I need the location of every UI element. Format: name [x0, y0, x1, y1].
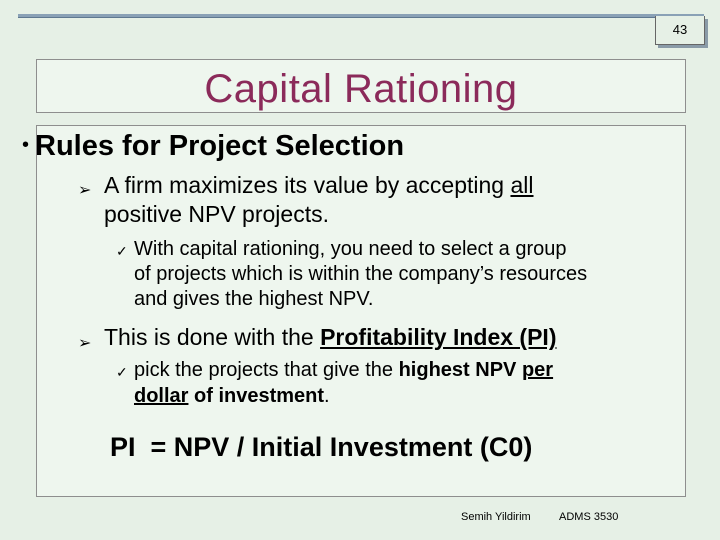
- point-1-line-1: [104, 171, 534, 200]
- footer-author: Semih Yildirim: [461, 511, 531, 523]
- point-1-text: A firm maximizes its value by accepting: [104, 172, 511, 198]
- subpoint-1-line-3: and gives the highest NPV.: [134, 288, 374, 310]
- pi-formula: PI = NPV / Initial Investment (C0): [110, 432, 533, 462]
- point-2-text: This is done with the: [104, 324, 321, 350]
- subpoint-2-line-1: [134, 358, 553, 383]
- slide-title: Capital Rationing: [204, 67, 518, 111]
- footer-course: ADMS 3530: [559, 511, 619, 523]
- checkmark-icon: ✓: [116, 243, 128, 259]
- arrow-bullet-icon: ➢: [78, 182, 92, 199]
- point-1-line-2: positive NPV projects.: [104, 201, 329, 227]
- subpoint-1-line-2: of projects which is within the company’s resources: [134, 263, 588, 285]
- subpoint-2-bold-2: of investment: [188, 385, 325, 407]
- section-heading: [22, 128, 404, 167]
- subpoint-2-underline-2: dollar: [134, 385, 189, 407]
- arrow-bullet-icon: ➢: [78, 335, 92, 352]
- point-2-emphasis: Profitability Index (PI): [320, 324, 557, 350]
- slide-number: 43: [655, 16, 705, 45]
- subpoint-2-text: pick the projects that give the: [134, 359, 399, 381]
- subpoint-1-line-1: With capital rationing, you need to select a group: [134, 238, 567, 260]
- bullet-dot-icon: •: [22, 134, 30, 156]
- point-2-line: [104, 323, 556, 352]
- heading-text: Rules for Project Selection: [35, 130, 405, 162]
- checkmark-icon: ✓: [116, 364, 128, 380]
- subpoint-2-line-2: [134, 384, 330, 409]
- subpoint-2-underline: per: [521, 359, 554, 381]
- point-1-emphasis: all: [510, 172, 534, 198]
- title-box: [36, 59, 686, 113]
- subpoint-2-bold: highest NPV: [398, 359, 522, 381]
- header-rule: [18, 14, 704, 18]
- subpoint-2-period: .: [324, 385, 330, 407]
